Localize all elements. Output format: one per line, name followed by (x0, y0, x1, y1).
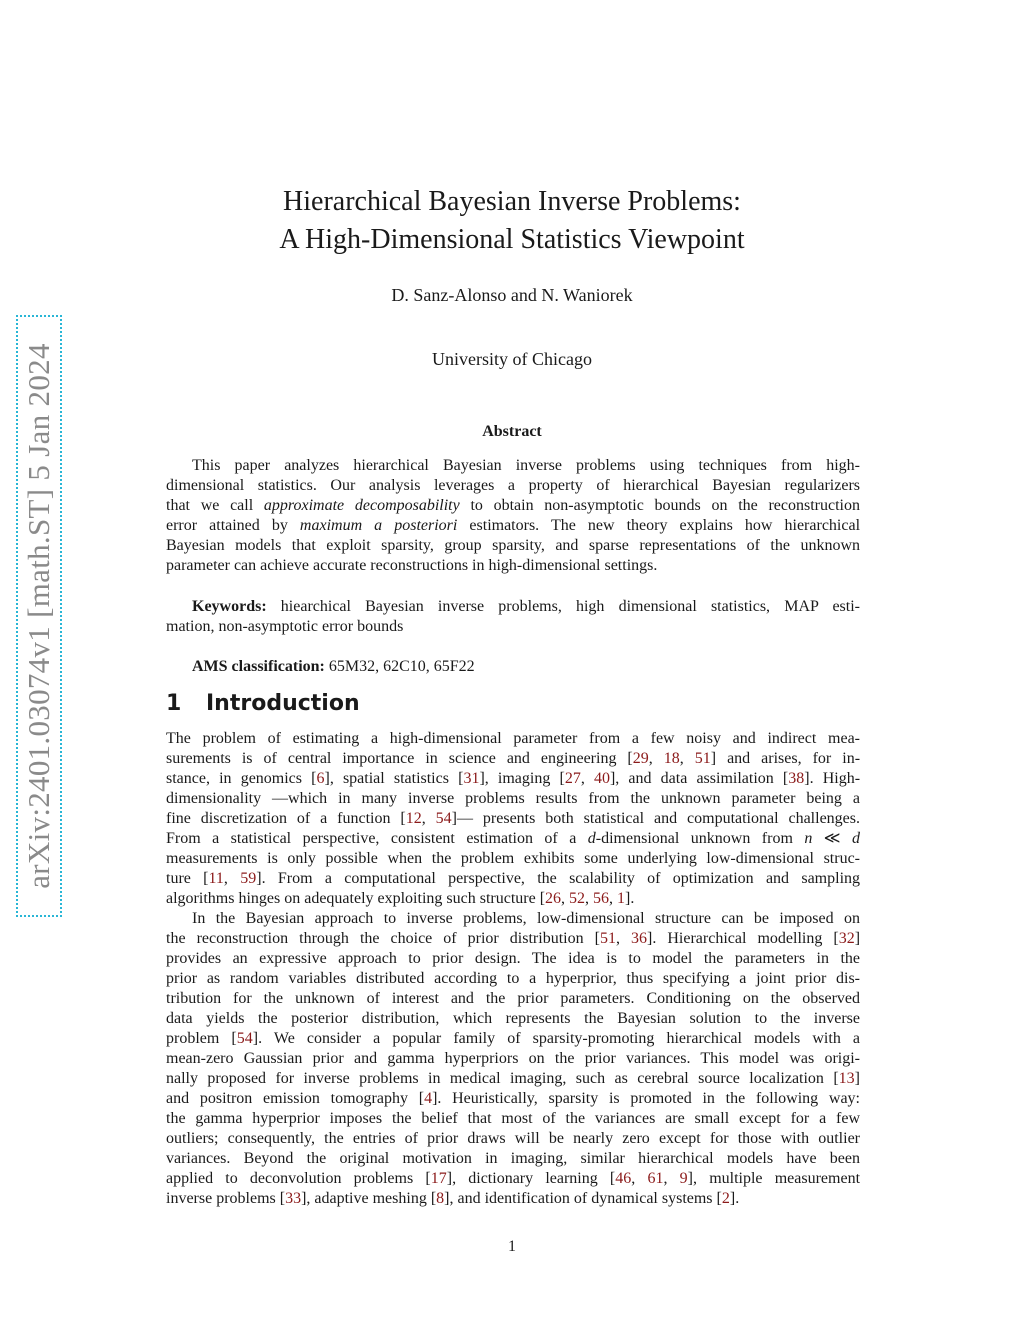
abstract-line: This paper analyzes hierarchical Bayesian inverse problems using techniques from high- (192, 457, 860, 474)
citation-link[interactable]: 18 (663, 750, 680, 767)
intro-line: problem [54]. We consider a popular family of sparsity-promoting hierarchical models with a (166, 1030, 861, 1047)
citation-link[interactable]: 61 (647, 1170, 664, 1187)
intro-line: mean-zero Gaussian prior and gamma hyperpriors on the prior variances. This model was origi- (166, 1050, 860, 1067)
citation-link[interactable]: 1 (617, 890, 626, 907)
intro-line: the gamma hyperprior imposes the belief that most of the variances are small except for a few (166, 1110, 860, 1127)
intro-line: algorithms hinges on adequately exploiting such structure [26, 52, 56, 1]. (166, 890, 635, 907)
paper-title-line-1: Hierarchical Bayesian Inverse Problems: (283, 186, 741, 217)
citation-link[interactable]: 8 (436, 1190, 445, 1207)
keywords-line: mation, non-asymptotic error bounds (166, 618, 404, 635)
citation-link[interactable]: 6 (316, 770, 325, 787)
intro-line: the reconstruction through the choice of prior distribution [51, 36]. Hierarchical modelling [32] (166, 930, 861, 947)
citation-link[interactable]: 52 (569, 890, 586, 907)
citation-link[interactable]: 59 (240, 870, 257, 887)
citation-link[interactable]: 29 (632, 750, 649, 767)
section-heading (166, 691, 360, 716)
abstract-line: parameter can achieve accurate reconstructions in high-dimensional settings. (166, 557, 658, 574)
citation-link[interactable]: 12 (405, 810, 422, 827)
page-number: 1 (508, 1238, 516, 1255)
intro-line: provides an expressive approach to prior design. The idea is to model the parameters in the (166, 950, 860, 967)
ams-classification (166, 657, 860, 677)
intro-line: stance, in genomics [6], spatial statistics [31], imaging [27, 40], and data assimilation [38]. High- (166, 770, 861, 787)
arxiv-stamp (16, 315, 62, 917)
citation-link[interactable]: 51 (694, 750, 711, 767)
ams-line: AMS classification: 65M32, 62C10, 65F22 (192, 658, 475, 675)
citation-link[interactable]: 56 (593, 890, 610, 907)
citation-link[interactable]: 51 (599, 930, 616, 947)
citation-link[interactable]: 32 (838, 930, 855, 947)
citation-link[interactable]: 27 (564, 770, 581, 787)
intro-line: outliers; consequently, the entries of prior draws will be nearly zero except for those with outlier (166, 1130, 860, 1147)
abstract-line: dimensional statistics. Our analysis leverages a property of hierarchical Bayesian regularizers (166, 477, 860, 494)
intro-line: ture [11, 59]. From a computational perspective, the scalability of optimization and sampling (166, 870, 861, 887)
paper-title-line-2: A High-Dimensional Statistics Viewpoint (279, 224, 745, 255)
citation-link[interactable]: 36 (631, 930, 647, 947)
intro-line: prior as random variables distributed according to a hyperprior, thus specifying a joint prior dis- (166, 970, 860, 987)
intro-line: measurements is only possible when the problem exhibits some underlying low-dimensional struc- (166, 850, 860, 867)
abstract-heading: Abstract (482, 423, 542, 440)
citation-link[interactable]: 9 (679, 1170, 688, 1187)
intro-line: dimensionality —which in many inverse problems results from the unknown parameter being a (166, 790, 860, 807)
keywords-line: Keywords: hiearchical Bayesian inverse problems, high dimensional statistics, MAP esti- (192, 598, 860, 615)
intro-line: The problem of estimating a high-dimensional parameter from a few noisy and indirect mea- (166, 730, 860, 747)
citation-link[interactable]: 40 (593, 770, 610, 787)
authors: D. Sanz-Alonso and N. Waniorek (391, 285, 633, 305)
citation-link[interactable]: 13 (838, 1070, 855, 1087)
intro-line: variances. Beyond the original motivation in imaging, similar hierarchical models have been (166, 1150, 860, 1167)
section-number: 1 (166, 691, 182, 716)
intro-line: From a statistical perspective, consistent estimation of a d-dimensional unknown from n ≪ d (166, 830, 861, 847)
abstract-body (166, 456, 860, 576)
keywords-label: Keywords: (192, 598, 267, 615)
intro-line: surements is of central importance in science and engineering [29, 18, 51] and arises, for in- (166, 750, 861, 767)
intro-line: nally proposed for inverse problems in medical imaging, such as cerebral source localization [13] (166, 1070, 860, 1087)
intro-line: tribution for the unknown of interest and the prior parameters. Conditioning on the observed (166, 990, 860, 1007)
citation-link[interactable]: 2 (721, 1190, 730, 1207)
abstract-line: Bayesian models that exploit sparsity, group sparsity, and sparse representations of the unknown (166, 537, 860, 554)
abstract-line: error attained by maximum a posteriori estimators. The new theory explains how hierarchical (166, 517, 861, 534)
abstract-line: that we call approximate decomposability to obtain non-asymptotic bounds on the reconstruction (166, 497, 860, 514)
citation-link[interactable]: 17 (430, 1170, 447, 1187)
citation-link[interactable]: 54 (236, 1030, 253, 1047)
intro-line: In the Bayesian approach to inverse problems, low-dimensional structure can be imposed on (192, 910, 860, 927)
intro-line: fine discretization of a function [12, 54]— presents both statistical and computational challenges. (166, 810, 860, 827)
introduction-body (166, 729, 860, 1209)
citation-link[interactable]: 4 (424, 1090, 433, 1107)
citation-link[interactable]: 31 (463, 770, 480, 787)
intro-line: and positron emission tomography [4]. Heuristically, sparsity is promoted in the following way: (166, 1090, 860, 1107)
ams-label: AMS classification: (192, 658, 325, 675)
affiliation: University of Chicago (432, 349, 592, 369)
citation-link[interactable]: 54 (435, 810, 452, 827)
citation-link[interactable]: 46 (615, 1170, 632, 1187)
emphasis: approximate decomposability (263, 497, 460, 514)
intro-line: applied to deconvolution problems [17], dictionary learning [46, 61, 9], multiple measurement (166, 1170, 861, 1187)
intro-line: inverse problems [33], adaptive meshing [8], and identification of dynamical systems [2]. (166, 1190, 740, 1207)
citation-link[interactable]: 33 (285, 1190, 302, 1207)
keywords (166, 597, 860, 637)
arxiv-identifier: arXiv:2401.03074v1 [math.ST] 5 Jan 2024 (21, 343, 56, 889)
citation-link[interactable]: 26 (545, 890, 562, 907)
section-title: Introduction (206, 691, 360, 716)
emphasis: maximum a posteriori (299, 517, 458, 534)
intro-line: data yields the posterior distribution, which represents the Bayesian solution to the inverse (166, 1010, 860, 1027)
citation-link[interactable]: 11 (208, 870, 224, 887)
citation-link[interactable]: 38 (788, 770, 805, 787)
